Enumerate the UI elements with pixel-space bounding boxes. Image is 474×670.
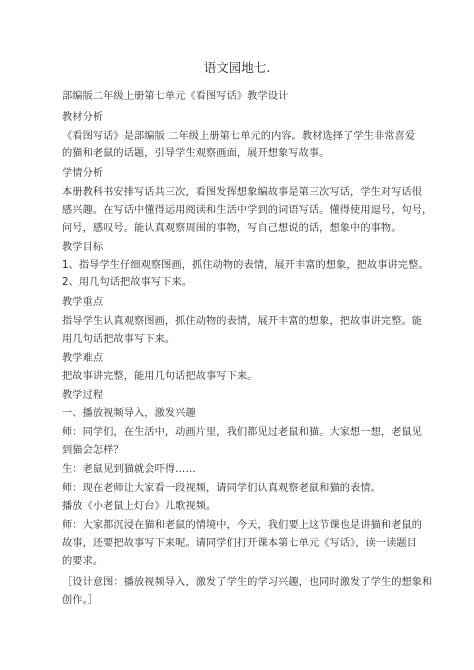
paragraph-line: 把故事讲完整，能用几句话把故事写下来。 [62,371,258,382]
heading-textbook-analysis: 教材分析 [62,112,104,123]
heading-teaching-process: 教学过程 [62,390,104,401]
document-title: 语文园地七. [203,60,271,75]
paragraph-line: 感兴趣。在写话中懂得运用阅读和生活中学到的词语写话。懂得使用逗号，句号， [62,205,433,216]
heading-learner-analysis: 学情分析 [62,168,104,179]
paragraph-line: 《看图写话》是部编版 二年级上册第七单元的内容。教材选择了学生非常喜爱 [62,131,416,142]
paragraph-line: 师：大家都沉浸在猫和老鼠的情境中，今天，我们要上这节课也是讲猫和老鼠的 [62,520,423,531]
heading-key-points: 教学重点 [62,297,104,308]
goal-item-1: 1、指导学生仔细观察图画，抓住动物的表情，展开丰富的想象，把故事讲完整。 [62,260,429,271]
section-heading: 一、播放视频导入，激发兴趣 [62,408,196,419]
design-intent-line: ［设计意图：播放视频导入，激发了学生的学习兴趣，也同时激发了学生的想象和 [62,577,433,588]
paragraph-line: 问号，感叹号。能认真观察周围的事物，写自己想说的话，想象中的事物。 [62,223,402,234]
heading-teaching-goals: 教学目标 [62,242,104,253]
paragraph-line: 指导学生认真观察图画，抓住动物的表情，展开丰富的想象，把故事讲完整。能 [62,316,423,327]
paragraph-line: 播放《小老鼠上灯台》儿歌视频。 [62,501,217,512]
paragraph-line: 本册教科书安排写话共三次，看图发挥想象编故事是第三次写话，学生对写话很 [62,187,423,198]
paragraph-line: 故事，还要把故事写下来呢。请同学们打开课本第七单元《写话》，读一读题目 [62,538,417,549]
paragraph-line: 师：同学们，在生活中，动画片里，我们都见过老鼠和猫。大家想一想，老鼠见 [62,427,423,438]
paragraph-line: 的要求。 [62,556,104,567]
subtitle-line: 部编版二年级上册第七单元《看图写话》教学设计 [62,91,289,102]
goal-item-2: 2、用几句话把故事写下来。 [62,277,193,288]
design-intent-line: 创作。］ [62,595,99,606]
paragraph-line: 到猫会怎样？ [62,445,124,456]
paragraph-line: 生：老鼠见到猫就会吓得…… [62,464,196,475]
paragraph-line: 师：现在老师让大家看一段视频，请同学们认真观察老鼠和猫的表情。 [62,483,381,494]
paragraph-line: 的猫和老鼠的话题，引导学生观察画面，展开想象写故事。 [62,148,330,159]
heading-difficulties: 教学难点 [62,353,104,364]
paragraph-line: 用几句话把故事写下来。 [62,334,176,345]
